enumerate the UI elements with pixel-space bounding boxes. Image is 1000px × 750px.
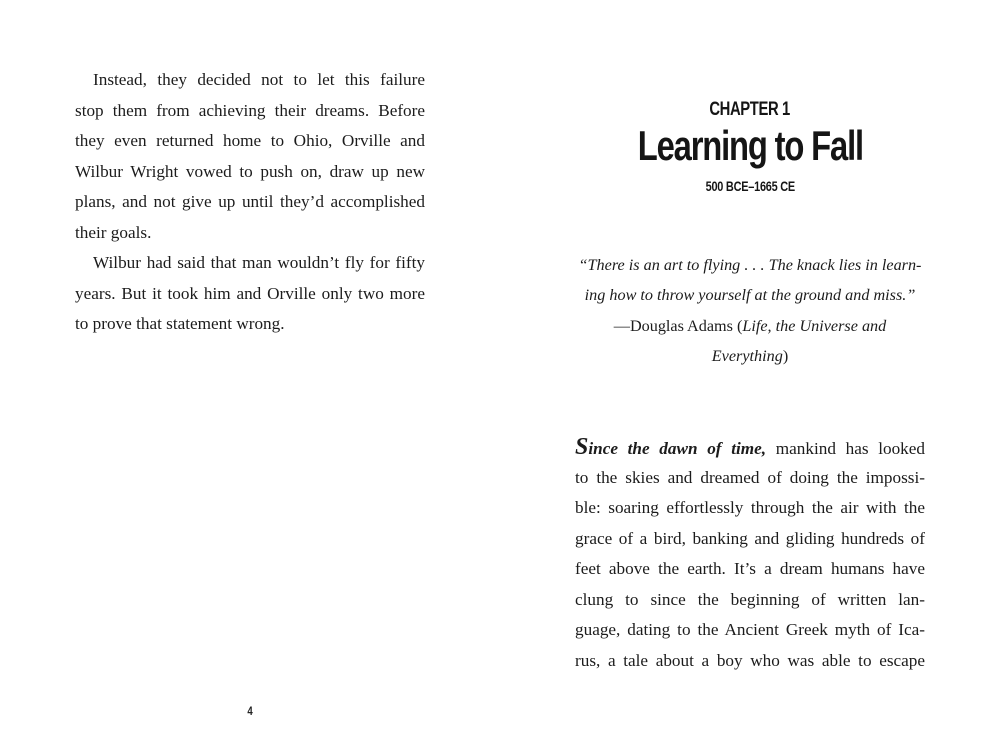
text-line: years. But it took him and Orville only two more [75, 283, 425, 303]
left-page-body [75, 65, 425, 340]
attribution-author: —Douglas Adams ( [613, 316, 743, 335]
text-line: ble: soaring effortlessly through the air with the [575, 498, 925, 517]
epigraph [575, 250, 925, 371]
text-line: to prove that statement wrong. [75, 314, 285, 333]
text-line: their goals. [75, 222, 152, 242]
lead-in: ince the dawn of time, [588, 439, 767, 458]
attribution-close-paren: ) [782, 346, 789, 365]
attribution-work-title: Life, the Universe and [742, 316, 887, 335]
chapter-title-text: Learning to Fall [637, 122, 863, 169]
text-line: rus, a tale about a boy who was able to escape [575, 650, 925, 670]
text-line: Instead, they decided not to let this failure [93, 70, 425, 89]
text-line: clung to since the beginning of written lan- [575, 589, 925, 609]
chapter-body [575, 432, 925, 676]
epigraph-quote-line: “There is an art to flying . . . The knack lies in learn- [578, 256, 922, 274]
text-line: guage, dating to the Ancient Greek myth of Ica- [575, 620, 925, 639]
text-line: to the skies and dreamed of doing the impossi- [575, 467, 925, 487]
chapter-label [575, 99, 925, 121]
text-line-opening [575, 432, 925, 463]
attribution-work-title: Everything [711, 346, 783, 365]
text-fragment: mankind has looked [766, 439, 925, 458]
epigraph-attribution [575, 311, 925, 341]
text-line: Wilbur Wright vowed to push on, draw up new [75, 161, 425, 181]
paragraph [75, 248, 425, 340]
text-line: they even returned home to Ohio, Orville and [75, 131, 425, 150]
text-line: stop them from achieving their dreams. Before [75, 100, 425, 120]
drop-cap: S [575, 434, 589, 460]
chapter-dates-text: 500 BCE–1665 CE [705, 178, 795, 194]
epigraph-quote-line: ing how to throw yourself at the ground and miss.” [584, 286, 916, 305]
chapter-label-text: CHAPTER 1 [709, 99, 791, 120]
chapter-dates [575, 178, 925, 194]
text-line: Wilbur had said that man wouldn’t fly for fifty [93, 253, 425, 272]
epigraph-attribution-cont [575, 341, 925, 371]
page-number: 4 [247, 704, 253, 718]
chapter-title [575, 122, 925, 170]
text-line: grace of a bird, banking and gliding hundreds of [575, 528, 925, 548]
text-line: feet above the earth. It’s a dream humans have [575, 559, 925, 578]
text-line: plans, and not give up until they’d accomplished [75, 192, 425, 211]
paragraph [75, 65, 425, 248]
